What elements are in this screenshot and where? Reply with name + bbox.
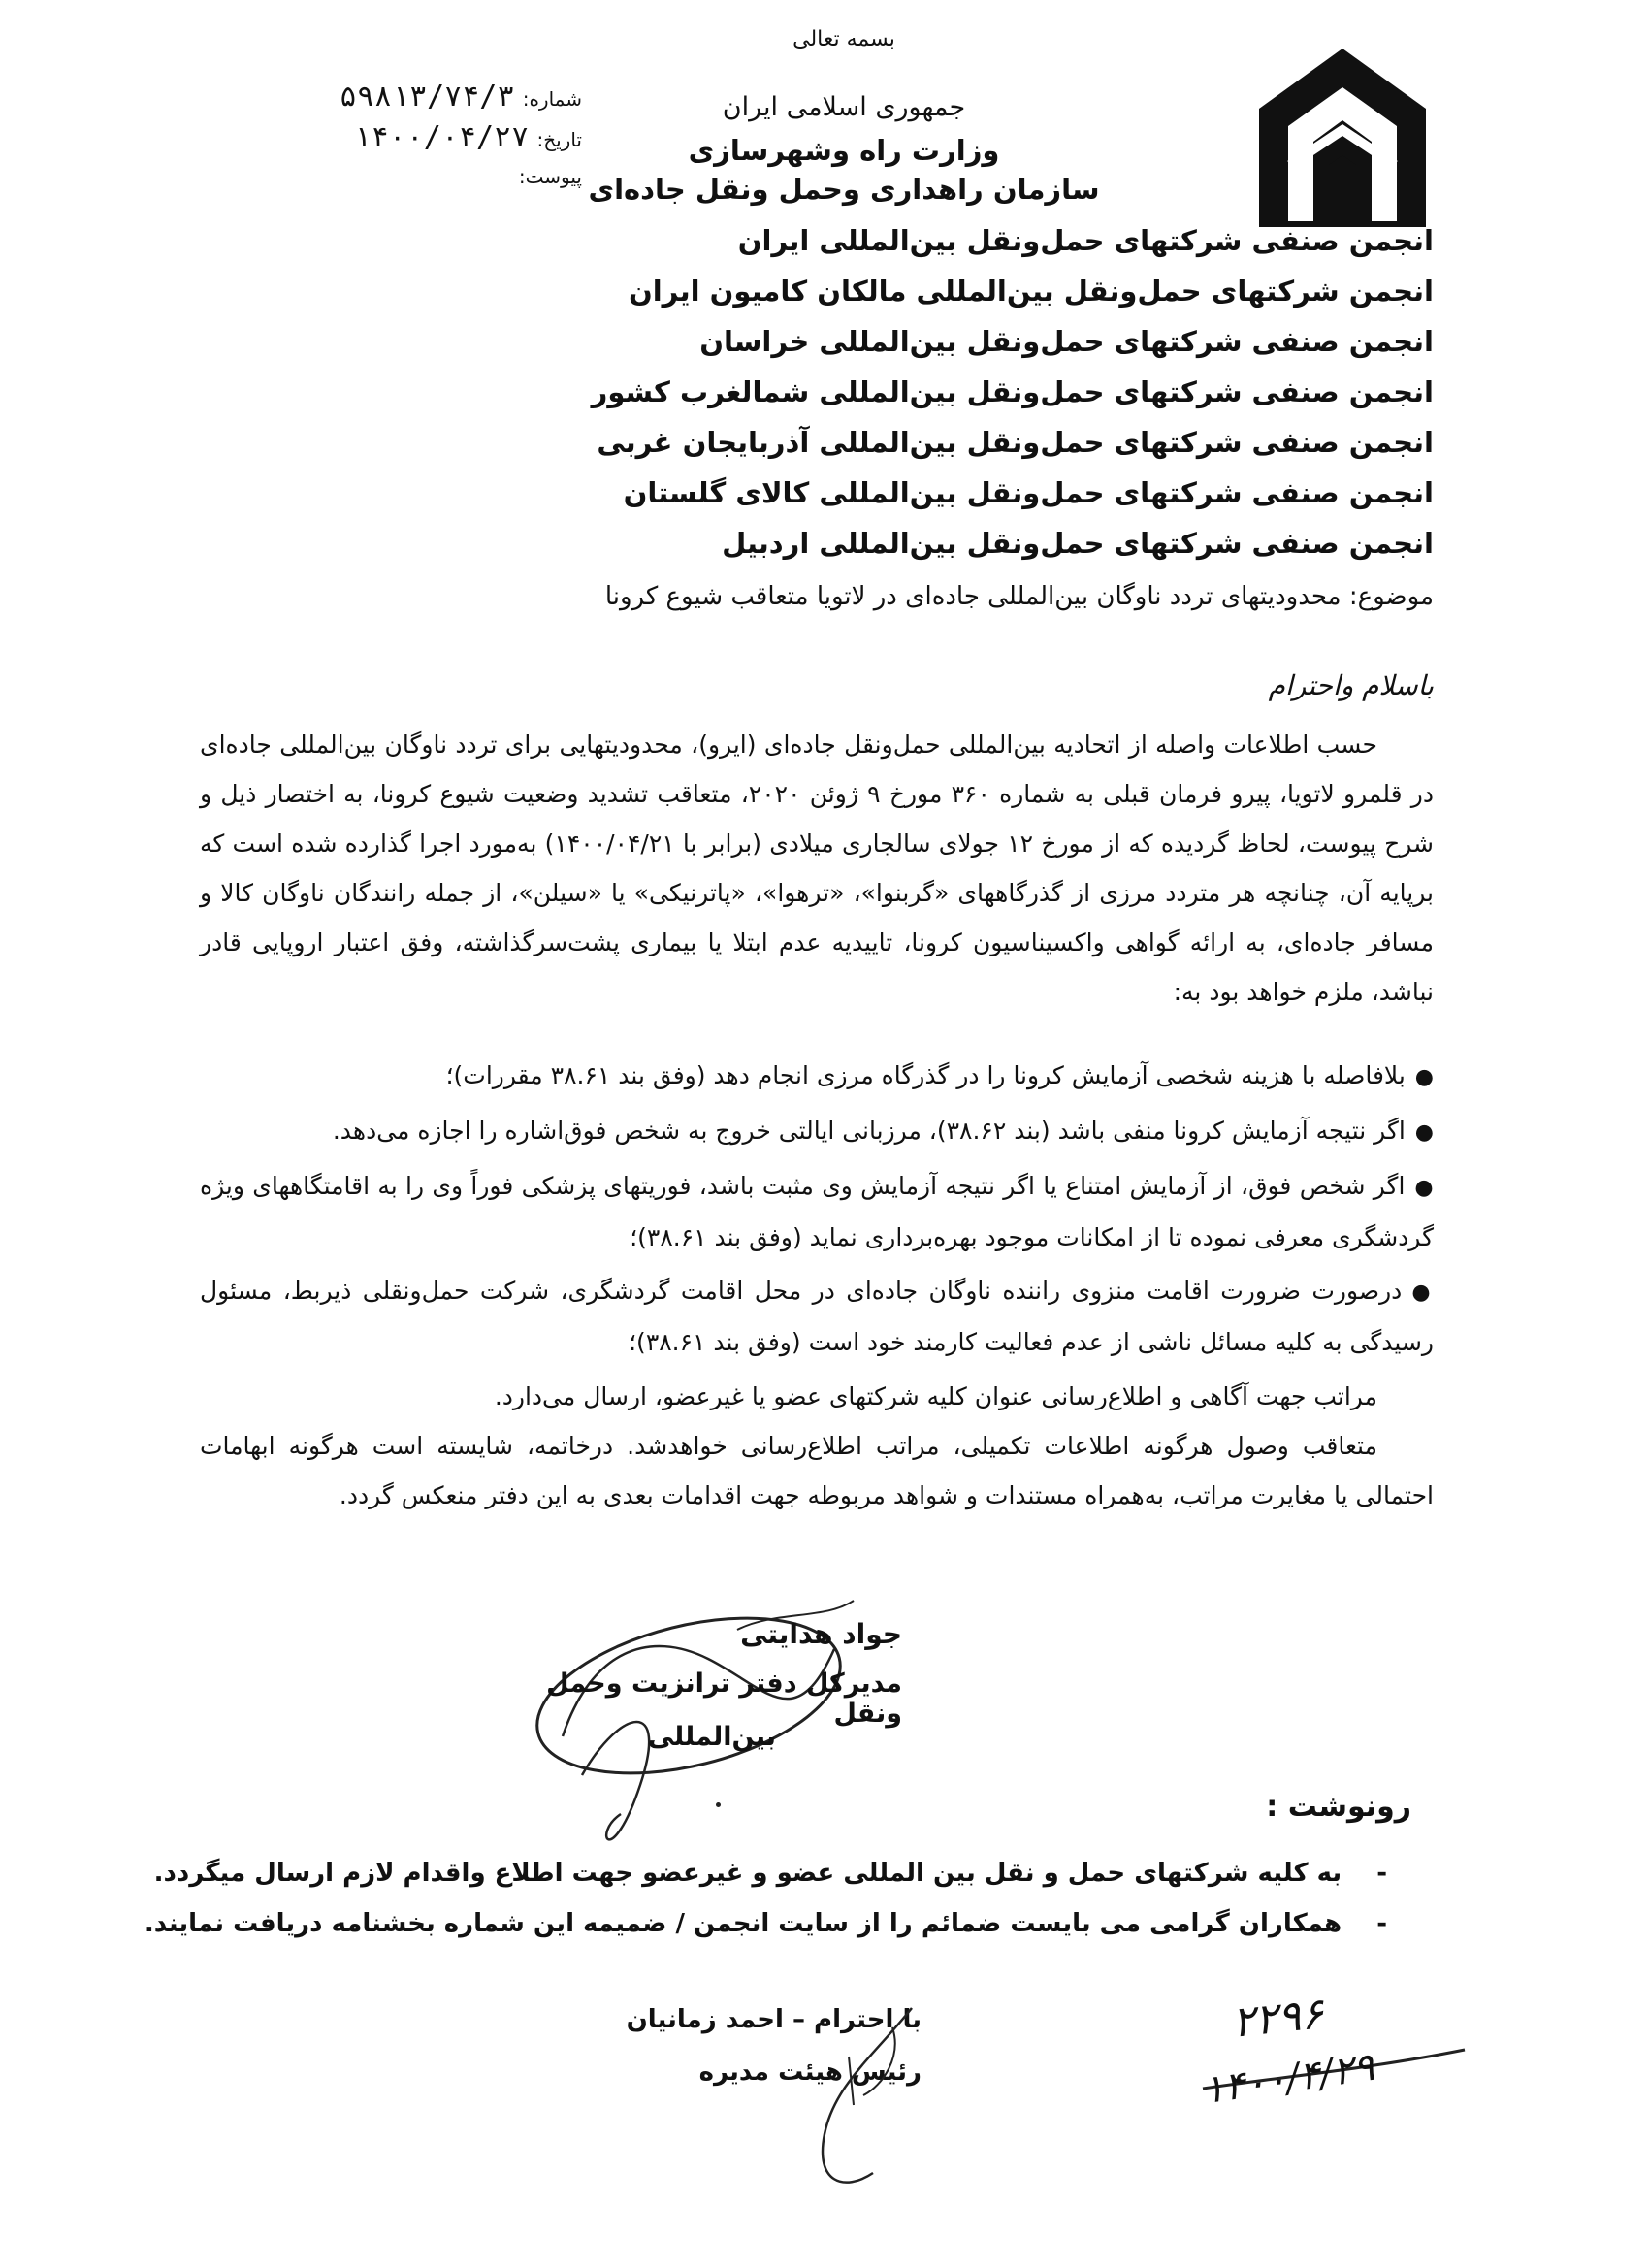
letter-number xyxy=(291,80,582,114)
handwritten-number: ۲۲۹۶ xyxy=(1229,1989,1326,2048)
bullet-dot-icon: ● xyxy=(1414,1176,1434,1200)
bullet-dot-icon: ● xyxy=(1414,1065,1434,1089)
cc-title: رونوشت : xyxy=(1266,1790,1411,1824)
cc-list xyxy=(144,1848,1387,1949)
bullet-item: ●اگر شخص فوق، از آزمایش امتناع یا اگر نتیجه آزمایش وی مثبت باشد، فوریتهای پزشکی فوراً وی را به اقامتگاههای ویژه گردشگری معرفی نموده تا از امکانات موجود بهره‌برداری نماید (وفق بند ۳۸.۶۱)؛ xyxy=(200,1172,1434,1251)
bullet-item: ●درصورت ضرورت اقامت منزوی راننده ناوگان جاده‌ای در محل اقامت گردشگری، شرکت حمل‌ونقلی ذیربط، مسئول رسیدگی به کلیه مسائل ناشی از عدم فعالیت کارمند خود است (وفق بند ۳۸.۶۱)؛ xyxy=(200,1277,1434,1356)
closing-paragraph: متعاقب وصول هرگونه اطلاعات تکمیلی، مراتب اطلاع‌رسانی خواهدشد. درخاتمه، شایسته است هرگونه ابهامات احتمالی یا مغایرت مراتب، به‌همراه مستندات و شواهد مربوطه جهت اقدامات بعدی به این دفتر منعکس گردد. xyxy=(200,1432,1434,1509)
number-value: ۵۹۸۱۳/۷۴/۳ xyxy=(339,80,515,113)
subject-line: موضوع: محدودیتهای تردد ناوگان بین‌المللی جاده‌ای در لاتویا متعاقب شیوع کرونا xyxy=(604,582,1434,611)
handwritten-date: ۱۴۰۰/۴/۲۹ xyxy=(1200,2044,1377,2114)
number-label: شماره: xyxy=(522,87,582,111)
date-value: ۱۴۰۰/۰۴/۲۷ xyxy=(353,120,530,154)
date-label: تاریخ: xyxy=(536,128,582,151)
bullet-list xyxy=(200,1051,1434,1371)
closing-text xyxy=(200,1372,1434,1520)
signatory-title-cont: بین‌المللی xyxy=(647,1722,776,1752)
recipient-list xyxy=(270,215,1434,568)
road-transport-logo-icon xyxy=(1251,41,1434,235)
header-ministry: وزارت راه وشهرسازی xyxy=(688,134,1000,167)
cc-item: -به کلیه شرکتهای حمل و نقل بین المللی عضو و غیرعضو جهت اطلاع واقدام لازم ارسال میگردد. xyxy=(153,1859,1387,1888)
bullet-item: ●بلافاصله با هزینه شخصی آزمایش کرونا را در گذرگاه مرزی انجام دهد (وفق بند ۳۸.۶۱ مقررات)؛ xyxy=(445,1061,1434,1089)
recipient-item: انجمن شرکتهای حمل‌ونقل بین‌المللی مالکان کامیون ایران xyxy=(628,275,1434,308)
body-paragraph: حسب اطلاعات واصله از اتحادیه بین‌المللی حمل‌ونقل جاده‌ای (ایرو)، محدودیتهایی برای تردد ناوگان بین‌المللی جاده‌ای در قلمرو لاتویا، پیرو فرمان قبلی به شماره ۳۶۰ مورخ ۹ ژوئن ۲۰۲۰، متعاقب تشدید وضعیت شیوع کرونا، به اختصار ذیل و شرح پیوست، لحاظ گردیده که از مورخ ۱۲ جولای سالجاری میلادی (برابر با ۱۴۰۰/۰۴/۲۱) به‌مورد اجرا گذارده شده است که برپایه آن، چنانچه هر متردد مرزی از گذرگاههای «گربنوا»، «ترهوا»، «پاترنیکی» یا «سیلن»، از جمله رانندگان ناوگان کالا و مسافر جاده‌ای، به ارائه گواهی واکسیناسیون کرونا، تاییدیه عدم ابتلا یا بیماری پشت‌سرگذاشته، وفق اعتبار اروپایی قادر نباشد، ملزم خواهد بود به: xyxy=(200,730,1434,1006)
basmala: بسمه تعالی xyxy=(792,27,895,51)
body-text xyxy=(200,720,1434,1017)
recipient-item: انجمن صنفی شرکتهای حمل‌ونقل بین‌المللی شمالغرب کشور xyxy=(591,375,1434,408)
signatory-name: جواد هدایتی xyxy=(740,1618,902,1650)
association-signature-scrawl xyxy=(795,1998,941,2192)
letter-attachment xyxy=(291,161,582,196)
recipient-item: انجمن صنفی شرکتهای حمل‌ونقل بین‌المللی آذربایجان غربی xyxy=(597,426,1434,459)
recipient-item: انجمن صنفی شرکتهای حمل‌ونقل بین‌المللی کالای گلستان xyxy=(623,476,1434,509)
signatory-title: مدیرکل دفتر ترانزیت وحمل ونقل xyxy=(546,1669,902,1729)
letter-meta xyxy=(291,80,582,196)
closing-paragraph: مراتب جهت آگاهی و اطلاع‌رسانی عنوان کلیه شرکتهای عضو یا غیرعضو، ارسال می‌دارد. xyxy=(494,1382,1377,1410)
header-organization: سازمان راهداری وحمل ونقل جاده‌ای xyxy=(588,173,1100,206)
bullet-item: ●اگر نتیجه آزمایش کرونا منفی باشد (بند ۳۸.۶۲)، مرزبانی ایالتی خروج به شخص فوق‌اشاره را اجازه می‌دهد. xyxy=(332,1117,1434,1145)
recipient-item: انجمن صنفی شرکتهای حمل‌ونقل بین‌المللی خراسان xyxy=(699,325,1434,358)
attachment-label: پیوست: xyxy=(518,165,582,188)
header-country: جمهوری اسلامی ایران xyxy=(722,92,966,122)
speck xyxy=(716,1802,721,1807)
association-sign-name: با احترام – احمد زمانیان xyxy=(626,2005,922,2034)
bullet-dot-icon: ● xyxy=(1411,1280,1434,1305)
association-sign-title: رئیس هیئت مدیره xyxy=(698,2057,922,2087)
salutation: باسلام واحترام xyxy=(1268,669,1434,701)
recipient-item: انجمن صنفی شرکتهای حمل‌ونقل بین‌المللی اردبیل xyxy=(722,527,1434,560)
bullet-dot-icon: ● xyxy=(1414,1120,1434,1145)
cc-item: -همکاران گرامی می بایست ضمائم را از سایت انجمن / ضمیمه این شماره بخشنامه دریافت نمایند. xyxy=(144,1909,1387,1938)
recipient-item: انجمن صنفی شرکتهای حمل‌ونقل بین‌المللی ایران xyxy=(737,224,1434,257)
letter-date xyxy=(291,120,582,155)
